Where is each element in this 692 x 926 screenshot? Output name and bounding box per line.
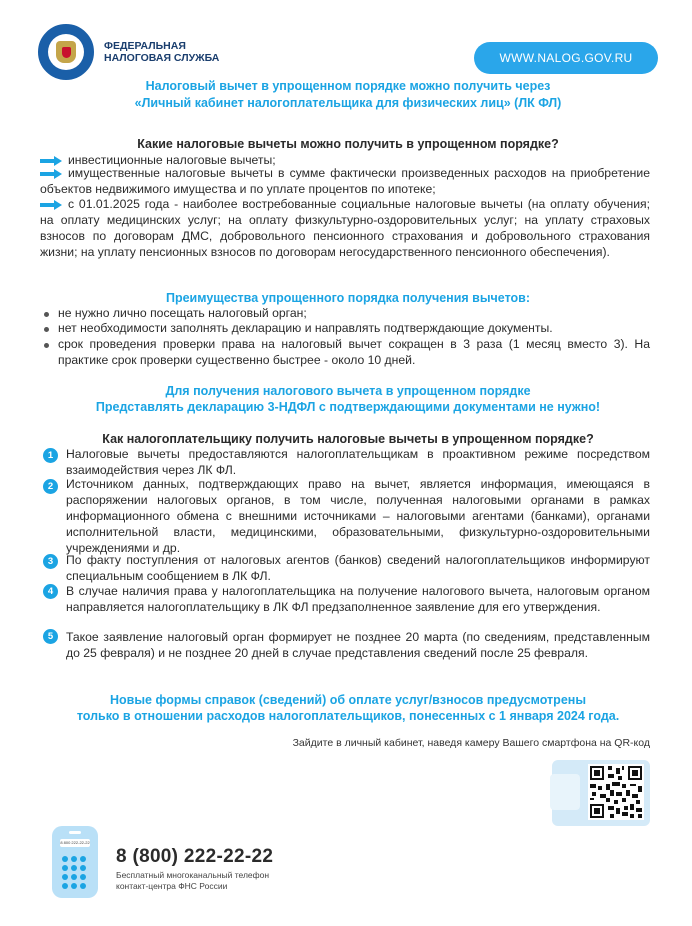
hotline-desc-line-2: контакт-центра ФНС России	[116, 881, 228, 891]
notice-line-2: Представлять декларацию 3-НДФЛ с подтверждающими документами не нужно!	[95, 400, 601, 414]
step-number-2: 2	[43, 479, 58, 494]
step-number-3: 3	[43, 554, 58, 569]
section3-heading: Как налогоплательщику получить налоговые вычеты в упрощенном порядке?	[102, 432, 594, 446]
website-link-button[interactable]: WWW.NALOG.GOV.RU	[474, 42, 658, 74]
step-text-5: Такое заявление налоговый орган формирует не позднее 20 марта (по сведениям, представленным до 25 февраля) и не позднее 20 дней в случае представления сведений после 25 февраля.	[66, 630, 650, 660]
section1-heading: Какие налоговые вычеты можно получить в упрощенном порядке?	[137, 137, 559, 151]
section1-item-2: имущественные налоговые вычеты в сумме фактически произведенных расходов на приобретение объектов недвижимого имущества и по уплате процентов по ипотеке;	[40, 166, 650, 196]
hotline-description	[116, 870, 269, 892]
closing-line-1: Новые формы справок (сведений) об оплате услуг/взносов предусмотрены	[110, 693, 586, 707]
logo-line-2: НАЛОГОВАЯ СЛУЖБА	[104, 52, 220, 64]
section1-item-3: с 01.01.2025 года - наиболее востребованные социальные налоговые вычеты (на оплату обучения; на оплату медицинских услуг; на оплату физкультурно-оздоровительных услуг; на уплату страховых взносов по договорам ДМС, добровольного пенсионного страхования и добровольного страхования жизни; на уплату пенсионных взносов по договорам негосударственного пенсионного обеспечения).	[40, 197, 650, 259]
qr-instruction: Зайдите в личный кабинет, наведя камеру Вашего смартфона на QR-код	[292, 737, 650, 749]
qr-code[interactable]	[588, 764, 644, 820]
step-text-3: По факту поступления от налоговых агентов (банков) сведений налогоплательщиков информируют специальным сообщением в ЛК ФЛ.	[66, 553, 650, 583]
header	[38, 24, 658, 84]
arrow-right-icon	[40, 201, 62, 209]
logo-text	[104, 40, 219, 64]
step-number-1: 1	[43, 448, 58, 463]
bullet-dot-icon	[44, 312, 49, 317]
fns-emblem-logo	[38, 24, 94, 80]
page-title-line-1: Налоговый вычет в упрощенном порядке можно получить через	[145, 79, 551, 93]
step-number-5: 5	[43, 629, 58, 644]
step-text-2: Источником данных, подтверждающих право на вычет, является информация, имеющаяся в распоряжении налоговых органов, в том числе, полученная налоговыми органами в рамках информационного обмена с внешними источниками – налоговыми агентами (банками), органами исполнительной власти, медицинскими, образовательными, физкультурно-оздоровительными учреждениями и др.	[66, 477, 650, 555]
closing-line-2: только в отношении расходов налогоплательщиков, понесенных с 1 января 2024 года.	[76, 709, 620, 723]
page-title-line-2: «Личный кабинет налогоплательщика для физических лиц» (ЛК ФЛ)	[134, 96, 562, 110]
notice-line-1: Для получения налогового вычета в упрощенном порядке	[165, 384, 531, 398]
hotline-phone-number[interactable]: 8 (800) 222-22-22	[116, 846, 274, 867]
bullet-dot-icon	[44, 327, 49, 332]
section2-item-1: не нужно лично посещать налоговый орган;	[58, 306, 307, 320]
step-text-1: Налоговые вычеты предоставляются налогоплательщикам в проактивном режиме посредством взаимодействия через ЛК ФЛ.	[66, 447, 650, 477]
section2-heading: Преимущества упрощенного порядка получения вычетов:	[165, 291, 531, 305]
hotline-desc-line-1: Бесплатный многоканальный телефон	[116, 870, 270, 880]
phone-screen-number: 8 800 222-22-22	[60, 840, 90, 845]
step-text-4: В случае наличия права у налогоплательщика на получение налогового вычета, налоговым органом направляется налогоплательщику в ЛК ФЛ предзаполненное заявление для его утверждения.	[66, 584, 650, 614]
section2-item-2: нет необходимости заполнять декларацию и направлять подтверждающие документы.	[58, 321, 553, 335]
step-number-4: 4	[43, 584, 58, 599]
arrow-right-icon	[40, 157, 62, 165]
phone-icon	[52, 826, 98, 898]
section2-item-3: срок проведения проверки права на налоговый вычет сокращен в 3 раза (1 месяц вместо 3). На практике срок проверки существенно быстрее - около 10 дней.	[58, 337, 650, 367]
section1-item-1: инвестиционные налоговые вычеты;	[40, 152, 650, 168]
logo-line-1: ФЕДЕРАЛЬНАЯ	[104, 40, 186, 52]
bullet-dot-icon	[44, 343, 49, 348]
arrow-right-icon	[40, 170, 62, 178]
